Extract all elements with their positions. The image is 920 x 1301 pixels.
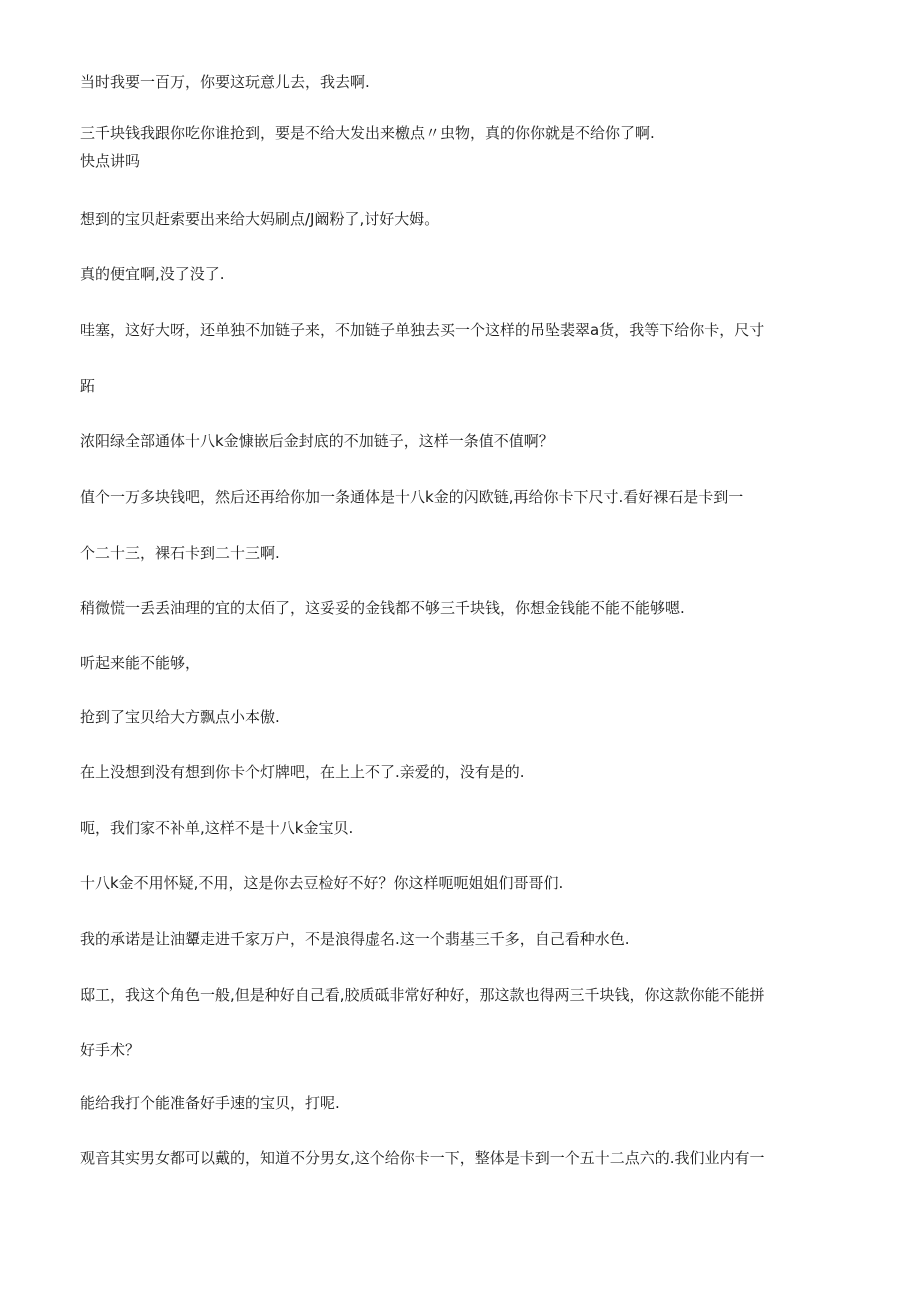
text-line: 真的便宜啊,没了没了. [80, 265, 225, 283]
text-line: 邸工，我这个角色一般,但是种好自己看,胶质砥非常好种好，那这款也得两三千块钱，你这款你能不能拼 [80, 986, 765, 1004]
text-line: 十八k金不用怀疑,不用，这是你去豆检好不好？你这样呃呃姐姐们哥哥们. [80, 874, 564, 892]
text-line: 想到的宝贝赶索要出来给大妈刷点/J阚粉了,讨好大姆。 [80, 210, 440, 228]
text-line: 当时我要一百万，你要这玩意儿去，我去啊. [80, 73, 370, 91]
text-line: 快点讲吗 [80, 152, 141, 170]
text-line: 三千块钱我跟你吃你谁抢到，要是不给大发出来檄点〃虫物，真的你你就是不给你了啊. [80, 124, 655, 142]
text-line: 哇塞，这好大呀，还单独不加链子来，不加链子单独去买一个这样的吊坠裴翠a货，我等下给你卡，尺寸 [80, 321, 765, 339]
text-line: 跖 [80, 377, 96, 395]
text-line: 值个一万多块钱吧，然后还再给你加一条通体是十八k金的闪欧链,再给你卡下尺寸.看好裸石是卡到一 [80, 488, 744, 506]
text-line: 抢到了宝贝给大方飘点小本傲. [80, 708, 280, 726]
text-line: 能给我打个能准备好手速的宝贝，打呢. [80, 1094, 340, 1112]
text-line: 听起来能不能够， [80, 654, 201, 672]
text-line: 在上没想到没有想到你卡个灯牌吧，在上上不了.亲爱的，没有是的. [80, 763, 525, 781]
text-line: 个二十三，裸石卡到二十三啊. [80, 544, 280, 562]
text-line: 呃，我们家不补单,这样不是十八k金宝贝. [80, 819, 354, 837]
text-line: 稍微慌一丢丢油理的宜的太佰了，这妥妥的金钱都不够三千块钱，你想金钱能不能不能够嗯. [80, 599, 685, 617]
text-line: 好手术？ [80, 1041, 141, 1059]
text-line: 观音其实男女都可以戴的，知道不分男女,这个给你卡一下，整体是卡到一个五十二点六的.我们业内有一 [80, 1149, 765, 1167]
text-line: 我的承诺是让油顰走进千家万户，不是浪得虚名.这一个翡基三千多，自己看种水色. [80, 930, 630, 948]
text-line: 浓阳绿全部通体十八k金慷嵌后金封底的不加链子，这样一条值不值啊？ [80, 432, 554, 450]
